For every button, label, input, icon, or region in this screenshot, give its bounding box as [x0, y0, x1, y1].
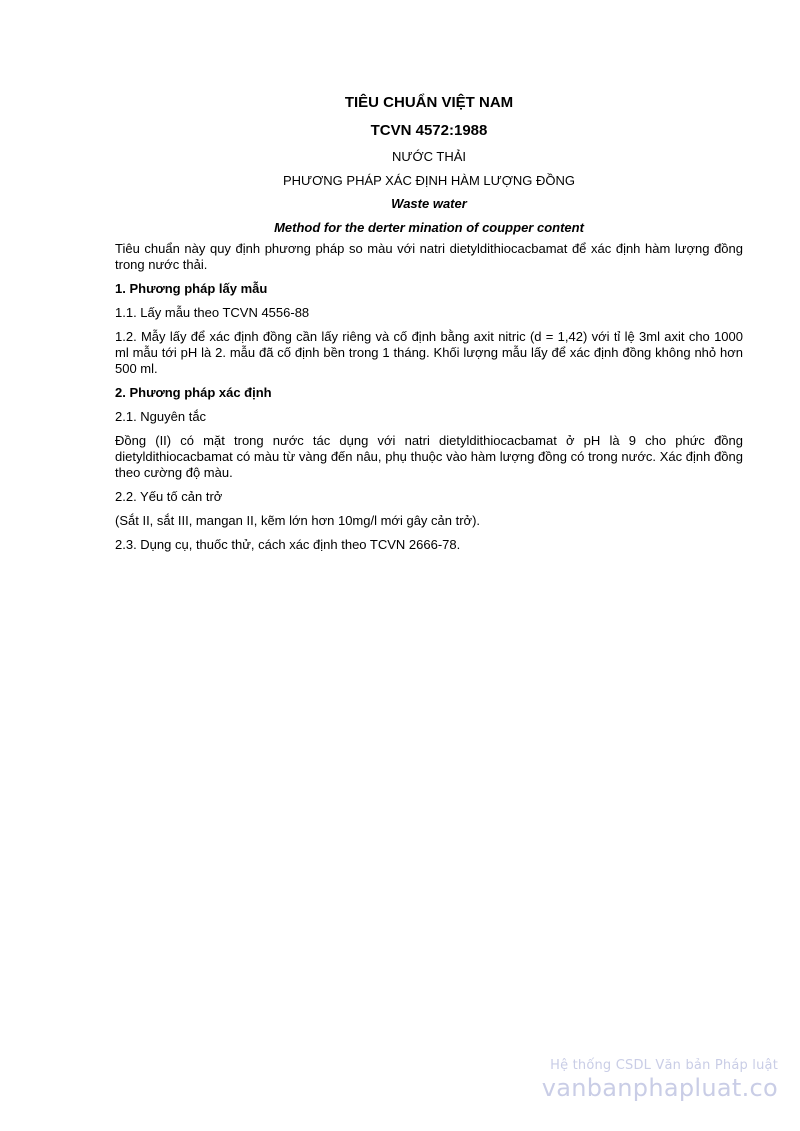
section-2-1-text: Đồng (II) có mặt trong nước tác dụng với natri dietyldithiocacbamat ở pH là 9 cho phức đồng dietyldithiocacbamat có màu từ vàng đến nâu, phụ thuộc vào hàm lượng đồng có trong nước. Xác định đồng theo cường độ màu. — [115, 433, 743, 480]
site-watermark — [542, 1058, 778, 1102]
watermark-line-1: Hệ thống CSDL Văn bản Pháp luật — [550, 1058, 778, 1073]
section-2-1: 2.1. Nguyên tắc — [115, 409, 207, 424]
subtitle-en-1: Waste water — [391, 196, 467, 211]
section-2-2-text: (Sắt II, sắt III, mangan II, kẽm lớn hơn 10mg/l mới gây cản trở). — [115, 513, 481, 528]
section-2-heading: 2. Phương pháp xác định — [115, 385, 272, 400]
subtitle-vi-1: NƯỚC THẢI — [391, 149, 466, 164]
subtitle-vi-2: PHƯƠNG PHÁP XÁC ĐỊNH HÀM LƯỢNG ĐỒNG — [282, 173, 576, 188]
section-2-2: 2.2. Yếu tố cản trở — [115, 489, 223, 504]
section-1-heading: 1. Phương pháp lấy mẫu — [115, 281, 268, 296]
subtitle-en-2: Method for the derter mination of coupper content — [274, 220, 584, 235]
document-title: TIÊU CHUẨN VIỆT NAM — [344, 94, 514, 111]
section-2-3: 2.3. Dụng cụ, thuốc thử, cách xác định theo TCVN 2666-78. — [115, 537, 461, 552]
section-1-2: 1.2. Mẫy lấy để xác định đồng cần lấy riêng và cố định bằng axit nitric (d = 1,42) với tỉ lệ 3ml axit cho 1000 ml mẫu tới pH là 2. mẫu đã cố định bền trong 1 tháng. Khối lượng mẫu lấy để xác định đồng không nhỏ hơn 500 ml. — [115, 329, 743, 376]
standard-code: TCVN 4572:1988 — [370, 122, 488, 139]
document-body — [115, 241, 743, 561]
section-1-1: 1.1. Lấy mẫu theo TCVN 4556-88 — [115, 305, 310, 320]
watermark-line-2: vanbanphapluat.co — [541, 1074, 778, 1102]
intro-paragraph: Tiêu chuẩn này quy định phương pháp so màu với natri dietyldithiocacbamat để xác định hàm lượng đồng trong nước thải. — [115, 241, 743, 272]
